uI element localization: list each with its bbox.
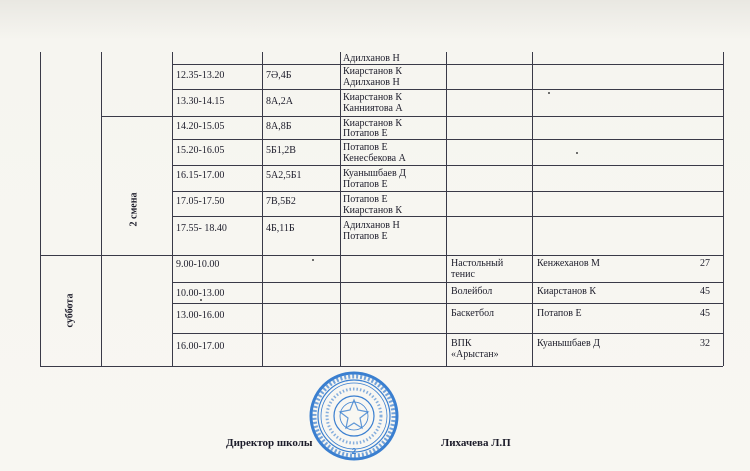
table-border-col5 (446, 52, 447, 366)
teacher-line: Потапов Е (343, 194, 388, 205)
table-border-col2 (172, 52, 173, 366)
time-cell: 14.20-15.05 (176, 121, 225, 132)
table-row-border (172, 64, 723, 65)
table-border-left (40, 52, 41, 366)
coach-cell: Потапов Е (537, 308, 582, 319)
classes-cell: 7В,5Б2 (266, 196, 296, 207)
table-row-border (172, 333, 723, 334)
teacher-line: Канниятова А (343, 103, 403, 114)
count-cell: 45 (700, 286, 710, 297)
time-cell: 13.30-14.15 (176, 96, 225, 107)
scan-speck (576, 152, 578, 154)
director-name: Лихачева Л.П (441, 437, 511, 449)
teacher-line: Киарстанов К (343, 118, 403, 129)
table-border-col1 (101, 52, 102, 366)
activity-line: Баскетбол (451, 308, 494, 319)
table-row-border (40, 255, 723, 256)
teacher-line: Куанышбаев Д (343, 168, 407, 179)
activity-line: Волейбол (451, 286, 493, 297)
teacher-line: Потапов Е (343, 231, 388, 242)
time-cell: 10.00-13.00 (176, 288, 225, 299)
table-row-border (172, 139, 723, 140)
time-cell: 16.15-17.00 (176, 170, 225, 181)
table-border-col4 (340, 52, 341, 366)
classes-cell: 4Б,11Б (266, 223, 295, 234)
count-cell: 27 (700, 258, 710, 269)
coach-cell: Кенжеханов М (537, 258, 600, 269)
table-row-border (172, 165, 723, 166)
time-cell: 15.20-16.05 (176, 145, 225, 156)
teacher-line: Потапов Е (343, 128, 388, 139)
seal-number: 2 (351, 447, 357, 456)
table-row-border (101, 116, 723, 117)
teacher-line: Адилханов Н (343, 77, 400, 88)
classes-cell: 8А,2А (266, 96, 293, 107)
time-cell: 17.55- 18.40 (176, 223, 227, 234)
teacher-line: Адилханов Н (343, 53, 400, 64)
table-border-bottom (40, 366, 723, 367)
teacher-line: Киарстанов К (343, 92, 403, 103)
teacher-line: Потапов Е (343, 142, 388, 153)
classes-cell: 7Ә,4Б (266, 70, 292, 81)
scan-speck (200, 299, 202, 301)
scan-speck (312, 259, 314, 261)
time-cell: 9.00-10.00 (176, 259, 220, 270)
classes-cell: 8А,8Б (266, 121, 292, 132)
table-row-border (172, 303, 723, 304)
count-cell: 45 (700, 308, 710, 319)
activity-line: «Арыстан» (451, 349, 499, 360)
time-cell: 17.05-17.50 (176, 196, 225, 207)
teacher-line: Адилханов Н (343, 220, 400, 231)
classes-cell: 5А2,5Б1 (266, 170, 302, 181)
teacher-line: Кенесбекова А (343, 153, 406, 164)
activity-line: Настольный (451, 258, 504, 269)
official-seal (296, 370, 412, 462)
table-row-border (172, 89, 723, 90)
table-border-col6 (532, 52, 533, 366)
table-row-border (172, 282, 723, 283)
table-border-col3 (262, 52, 263, 366)
shift-label: 2 смена (128, 192, 140, 227)
classes-cell: 5Б1,2В (266, 145, 296, 156)
teacher-line: Киарстанов К (343, 66, 403, 77)
time-cell: 12.35-13.20 (176, 70, 225, 81)
table-border-right (723, 52, 724, 366)
time-cell: 16.00-17.00 (176, 341, 225, 352)
coach-cell: Куанышбаев Д (537, 338, 601, 349)
table-row-border (172, 191, 723, 192)
table-row-border (172, 216, 723, 217)
director-label: Директор школы (226, 437, 313, 449)
scan-speck (548, 92, 550, 94)
day-label: суббота (64, 293, 76, 328)
teacher-line: Потапов Е (343, 179, 388, 190)
activity-line: тенис (451, 269, 475, 280)
activity-line: ВПК (451, 338, 472, 349)
coach-cell: Киарстанов К (537, 286, 597, 297)
time-cell: 13.00-16.00 (176, 310, 225, 321)
count-cell: 32 (700, 338, 710, 349)
teacher-line: Киарстанов К (343, 205, 403, 216)
